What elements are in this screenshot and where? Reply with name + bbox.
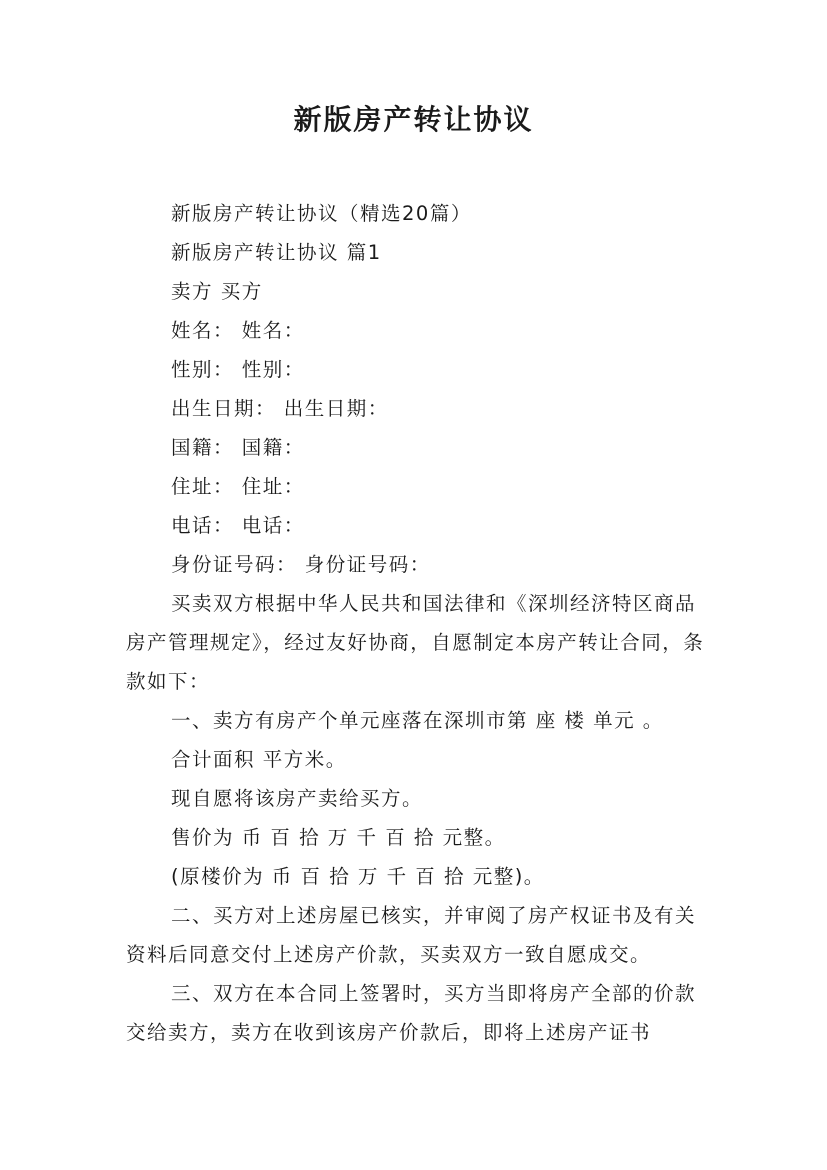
paragraph-original-price: (原楼价为 币 百 拾 万 千 百 拾 元整)。: [171, 865, 545, 888]
paragraph-sale-intent: 现自愿将该房产卖给买方。: [171, 787, 424, 810]
paragraph-birthdate-fields: 出生日期： 出生日期：: [171, 397, 389, 420]
paragraph-section-heading: 新版房产转让协议 篇1: [171, 241, 382, 264]
paragraph-parties: 卖方 买方: [171, 280, 263, 303]
paragraph-id-fields: 身份证号码： 身份证号码：: [171, 553, 431, 576]
paragraph-name-fields: 姓名： 姓名：: [171, 319, 305, 342]
paragraph-phone-fields: 电话： 电话：: [171, 514, 305, 537]
paragraph-address-fields: 住址： 住址：: [171, 475, 305, 498]
document-title: 新版房产转让协议: [293, 103, 534, 136]
paragraph-preamble: 买卖双方根据中华人民共和国法律和《深圳经济特区商品房产管理规定》，经过友好协商，自愿制定本房产转让合同，条款如下：: [126, 592, 705, 693]
paragraph-nationality-fields: 国籍： 国籍：: [171, 436, 305, 459]
paragraph-gender-fields: 性别： 性别：: [171, 358, 305, 381]
paragraph-clause-2: 二、买方对上述房屋已核实，并审阅了房产权证书及有关资料后同意交付上述房产价款，买卖双方一致自愿成交。: [126, 904, 697, 966]
paragraph-area: 合计面积 平方米。: [171, 748, 347, 771]
document-body: [126, 194, 716, 1052]
paragraph-subtitle: 新版房产转让协议（精选20篇）: [171, 202, 472, 225]
paragraph-clause-1: 一、卖方有房产个单元座落在深圳市第 座 楼 单元 。: [171, 709, 664, 732]
paragraph-clause-3: 三、双方在本合同上签署时，买方当即将房产全部的价款交给卖方，卖方在收到该房产价款后，即将上述房产证书: [126, 982, 697, 1044]
paragraph-price: 售价为 币 百 拾 万 千 百 拾 元整。: [171, 826, 506, 849]
